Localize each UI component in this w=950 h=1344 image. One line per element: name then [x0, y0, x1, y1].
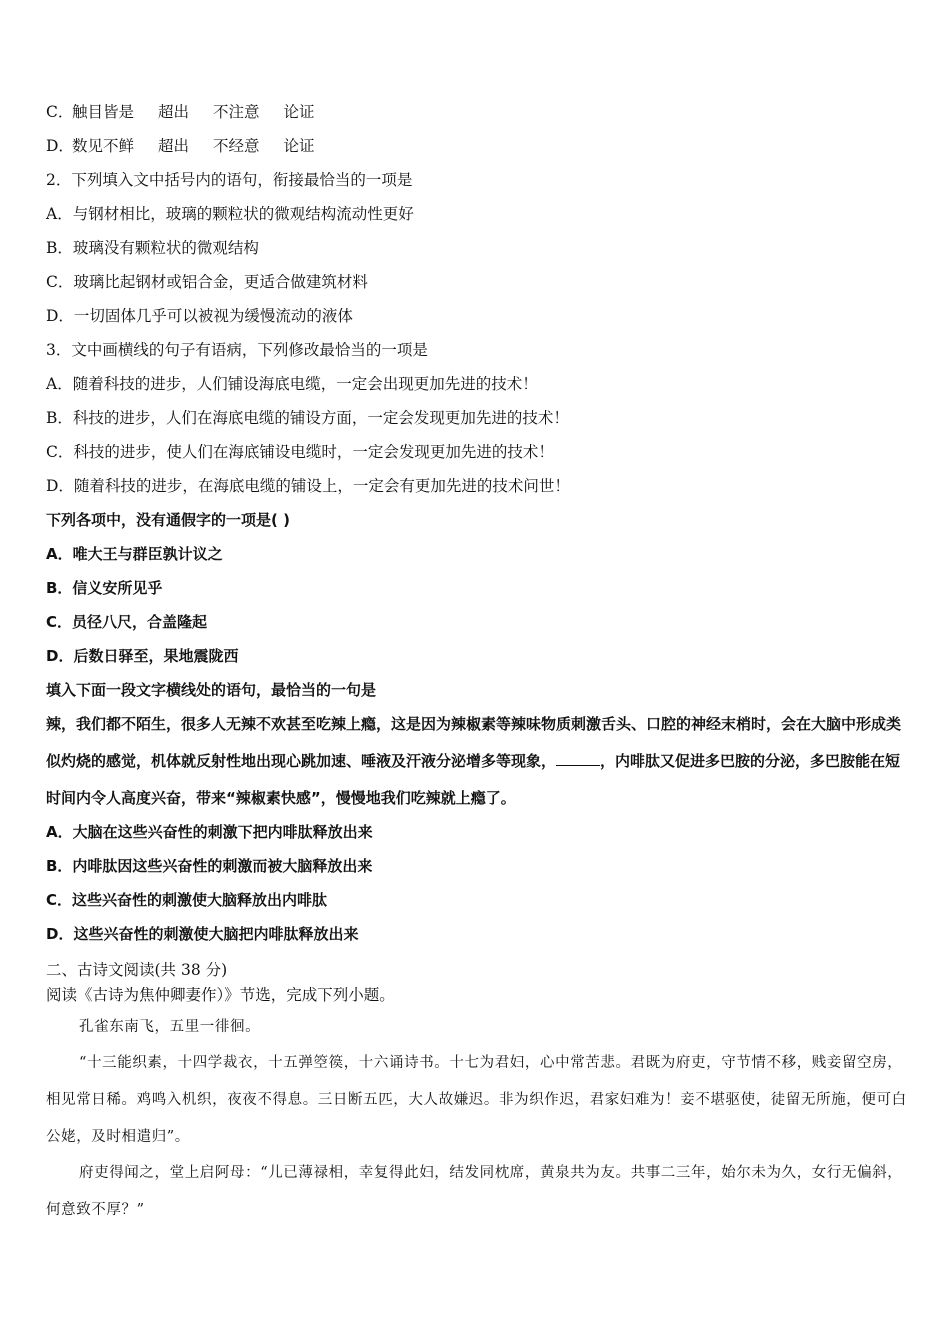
q4-option-b: B．信义安所见乎: [46, 579, 163, 597]
q3-option-c: C．科技的进步，使人们在海底铺设电缆时，一定会发现更加先进的技术！: [46, 443, 554, 461]
poem-paragraph-2: 府吏得闻之，堂上启阿母：“儿已薄禄相，幸复得此妇，结发同枕席，黄泉共为友。共事二三年，始尔未为久，女行无偏斜，何意致不厚？”: [46, 1165, 903, 1218]
q2-option-b: B．玻璃没有颗粒状的微观结构: [46, 239, 259, 257]
q1-option-c: C．触目皆是 超出 不注意 论证: [46, 103, 315, 121]
q2-option-a: A．与钢材相比，玻璃的颗粒状的微观结构流动性更好: [46, 205, 414, 223]
section-intro: 阅读《古诗为焦仲卿妻作）》节选，完成下列小题。: [46, 986, 395, 1004]
q3-option-b: B．科技的进步，人们在海底电缆的铺设方面，一定会发现更加先进的技术！: [46, 409, 569, 427]
q5-option-d: D．这些兴奋性的刺激使大脑把内啡肽释放出来: [46, 925, 359, 943]
poem-paragraph-1: “十三能织素，十四学裁衣，十五弹箜篌，十六诵诗书。十七为君妇，心中常苦悲。君既为府吏，守节情不移，贱妾留空房，相见常日稀。鸡鸣入机织，夜夜不得息。三日断五匹，大人故嫌迟。非为织作迟，君家妇难为！妾不堪驱使，徒留无所施，便可白公姥，及时相遣归”。: [46, 1055, 907, 1145]
q4-stem: 下列各项中，没有通假字的一项是( ): [46, 511, 290, 529]
section-title: 二、古诗文阅读(共 38 分): [46, 961, 228, 979]
q5-option-c: C．这些兴奋性的刺激使大脑释放出内啡肽: [46, 891, 328, 909]
q4-option-d: D．后数日驿至，果地震陇西: [46, 647, 239, 665]
q4-option-c: C．员径八尺，合盖隆起: [46, 613, 208, 631]
q5-stem: 填入下面一段文字横线处的语句，最恰当的一句是: [46, 681, 377, 699]
poem-line-1: 孔雀东南飞，五里一徘徊。: [79, 1019, 261, 1035]
fill-blank: [556, 751, 600, 766]
q3-option-d: D．随着科技的进步，在海底电缆的铺设上，一定会有更加先进的技术问世！: [46, 477, 570, 495]
q2-stem: 2．下列填入文中括号内的语句，衔接最恰当的一项是: [46, 171, 413, 189]
q4-option-a: A．唯大王与群臣孰计议之: [46, 545, 223, 563]
q1-option-d: D．数见不鲜 超出 不经意 论证: [46, 137, 315, 155]
q3-stem: 3．文中画横线的句子有语病，下列修改最恰当的一项是: [46, 341, 428, 359]
q5-option-a: A．大脑在这些兴奋性的刺激下把内啡肽释放出来: [46, 823, 373, 841]
q2-option-d: D．一切固体几乎可以被视为缓慢流动的液体: [46, 307, 353, 325]
q3-option-a: A．随着科技的进步，人们铺设海底电缆，一定会出现更加先进的技术！: [46, 375, 538, 393]
q2-option-c: C．玻璃比起钢材或铝合金，更适合做建筑材料: [46, 273, 368, 291]
q5-option-b: B．内啡肽因这些兴奋性的刺激而被大脑释放出来: [46, 857, 373, 875]
q5-passage: 辣，我们都不陌生，很多人无辣不欢甚至吃辣上瘾，这是因为辣椒素等辣味物质刺激舌头、口腔的神经末梢时，会在大脑中形成类似灼烧的感觉，机体就反射性地出现心跳加速、唾液及汗液分泌增多等现象， ，内啡肽又促进多巴胺的分泌，多巴胺能在短时间内令人高度兴奋，带来“辣椒素快感”，慢慢地我们吃辣就上瘾了。: [46, 715, 902, 807]
